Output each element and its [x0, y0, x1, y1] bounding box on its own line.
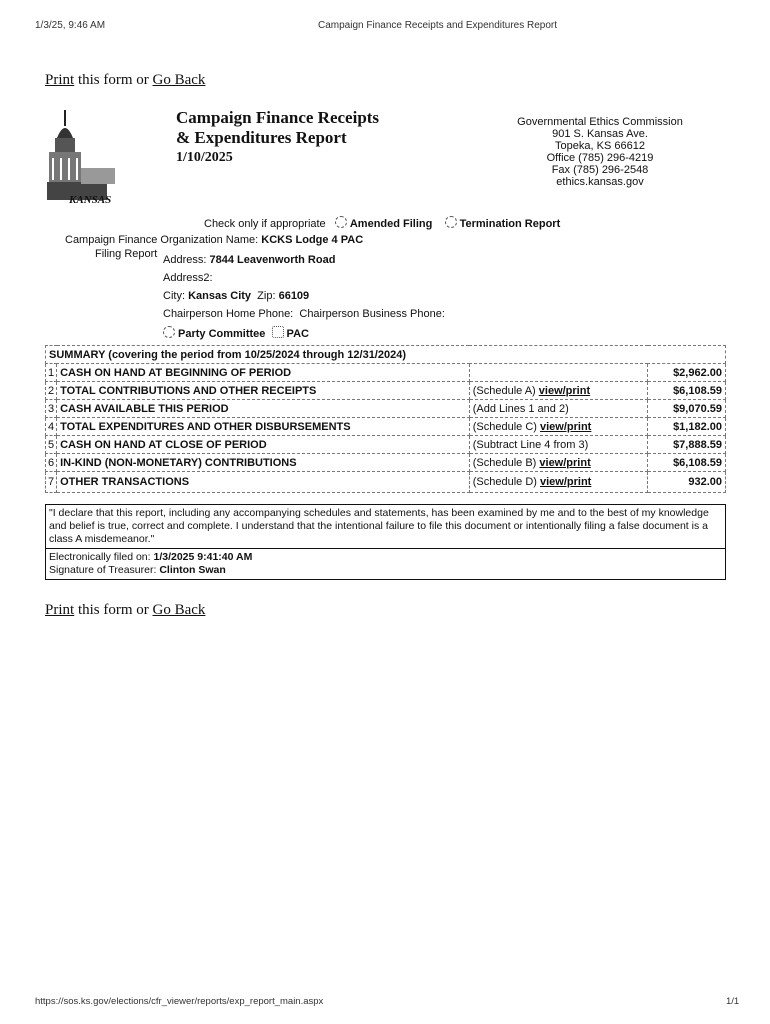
- address-label: Address:: [163, 254, 207, 266]
- commission-address: [510, 116, 690, 188]
- zip-label: Zip:: [257, 290, 276, 302]
- commission-street: 901 S. Kansas Ave.: [552, 128, 648, 140]
- summary-row: [46, 364, 726, 382]
- line-description: CASH AVAILABLE THIS PERIOD: [57, 400, 470, 418]
- nav-text: this form or: [74, 72, 153, 88]
- line-description: OTHER TRANSACTIONS: [57, 472, 470, 493]
- print-link[interactable]: Print: [45, 72, 75, 88]
- party-committee-radio[interactable]: [163, 326, 175, 338]
- go-back-link-bottom[interactable]: Go Back: [152, 602, 206, 618]
- line-number: 3: [46, 400, 57, 418]
- summary-row: [46, 436, 726, 454]
- schedule-text: (Schedule B): [472, 456, 540, 469]
- summary-row: [46, 472, 726, 493]
- bottom-nav: [45, 602, 205, 619]
- declaration-text: "I declare that this report, including any accompanying schedules and statements, has been examined by me and to the best of my knowledge and belief is true, correct and complete. I understand that the intentional failure to file this document or intentionally filing a false document is a class A misdemeanor.": [46, 505, 725, 549]
- amended-filing-label: Amended Filing: [349, 218, 433, 230]
- signature-block: [46, 549, 725, 579]
- line-number: 1: [46, 364, 57, 382]
- line-amount: $9,070.59: [648, 400, 726, 418]
- line-number: 5: [46, 436, 57, 454]
- chair-business-phone-label: Chairperson Business Phone:: [299, 308, 445, 320]
- report-title: [176, 108, 379, 168]
- signature-label: Signature of Treasurer:: [49, 564, 157, 576]
- termination-report-label: Termination Report: [459, 218, 561, 230]
- commission-web: ethics.kansas.gov: [556, 176, 644, 188]
- report-title-line1: Campaign Finance Receipts: [176, 108, 380, 127]
- commission-office-phone: Office (785) 296-4219: [546, 152, 654, 164]
- party-committee-label: Party Committee: [178, 328, 266, 340]
- filed-datetime: 1/3/2025 9:41:40 AM: [153, 551, 253, 563]
- line-amount: $1,182.00: [648, 418, 726, 436]
- address-block: [163, 251, 445, 343]
- schedule-text: (Add Lines 1 and 2): [472, 402, 569, 415]
- view-print-link[interactable]: view/print: [538, 384, 591, 397]
- commission-fax: Fax (785) 296-2548: [551, 164, 649, 176]
- commission-city: Topeka, KS 66612: [555, 140, 645, 152]
- treasurer-name: Clinton Swan: [159, 564, 226, 576]
- print-page-title: Campaign Finance Receipts and Expenditures Report: [318, 20, 558, 31]
- go-back-link[interactable]: Go Back: [152, 72, 206, 88]
- filing-report-label: Filing Report: [95, 248, 158, 260]
- print-link-bottom[interactable]: Print: [45, 602, 75, 618]
- city-value: Kansas City: [188, 290, 252, 302]
- view-print-link[interactable]: view/print: [540, 420, 592, 433]
- summary-row: [46, 400, 726, 418]
- org-name: KCKS Lodge 4 PAC: [261, 234, 364, 246]
- report-title-line2: & Expenditures Report: [176, 128, 347, 147]
- summary-table: [45, 345, 726, 493]
- pac-radio[interactable]: [272, 326, 284, 338]
- view-print-link[interactable]: view/print: [540, 476, 592, 488]
- commission-name: Governmental Ethics Commission: [517, 116, 683, 128]
- line-schedule: [469, 382, 648, 400]
- report-date: 1/10/2025: [176, 150, 233, 165]
- line-number: 6: [46, 454, 57, 472]
- org-label: Campaign Finance Organization Name:: [65, 234, 259, 246]
- view-print-link[interactable]: view/print: [539, 456, 591, 469]
- schedule-text: (Schedule D): [472, 476, 540, 488]
- line-schedule: [469, 454, 648, 472]
- filed-label: Electronically filed on:: [49, 551, 151, 563]
- line-description: IN-KIND (NON-MONETARY) CONTRIBUTIONS: [57, 454, 470, 472]
- line-schedule: [469, 400, 648, 418]
- summary-row: [46, 382, 726, 400]
- page-url: https://sos.ks.gov/elections/cfr_viewer/reports/exp_report_main.aspx: [35, 996, 324, 1007]
- print-datetime: 1/3/25, 9:46 AM: [35, 20, 106, 31]
- termination-report-radio[interactable]: [445, 216, 457, 228]
- schedule-text: (Subtract Line 4 from 3): [472, 438, 589, 451]
- line-amount: $6,108.59: [648, 382, 726, 400]
- filing-type-row: [204, 216, 560, 230]
- summary-row: [46, 454, 726, 472]
- summary-row: [46, 418, 726, 436]
- amended-filing-radio[interactable]: [335, 216, 347, 228]
- line-description: TOTAL EXPENDITURES AND OTHER DISBURSEMENTS: [57, 418, 470, 436]
- chair-home-phone-label: Chairperson Home Phone:: [163, 308, 294, 320]
- line-number: 7: [46, 472, 57, 493]
- kansas-capitol-seal: [45, 108, 125, 208]
- line-amount: 932.00: [648, 472, 726, 493]
- line-schedule: [469, 418, 648, 436]
- address-value: 7844 Leavenworth Road: [209, 254, 336, 266]
- org-name-row: [65, 234, 363, 246]
- nav-text-bottom: this form or: [74, 602, 153, 618]
- schedule-text: (Schedule C): [472, 420, 540, 433]
- summary-header: SUMMARY (covering the period from 10/25/2024 through 12/31/2024): [46, 346, 726, 364]
- line-description: CASH ON HAND AT CLOSE OF PERIOD: [57, 436, 470, 454]
- seal-wordmark: KANSAS: [69, 194, 112, 206]
- line-schedule: [469, 436, 648, 454]
- line-amount: $6,108.59: [648, 454, 726, 472]
- pac-label: PAC: [286, 328, 309, 340]
- address2-label: Address2:: [163, 272, 213, 284]
- top-nav: [45, 72, 205, 89]
- declaration-box: [45, 504, 726, 580]
- line-description: TOTAL CONTRIBUTIONS AND OTHER RECEIPTS: [57, 382, 470, 400]
- line-schedule: [469, 472, 648, 493]
- summary-header-row: [46, 346, 726, 364]
- city-label: City:: [163, 290, 185, 302]
- line-number: 4: [46, 418, 57, 436]
- line-description: CASH ON HAND AT BEGINNING OF PERIOD: [57, 364, 470, 382]
- check-label: Check only if appropriate: [204, 218, 326, 230]
- page-number: 1/1: [726, 996, 740, 1007]
- line-schedule: [469, 364, 648, 382]
- line-amount: $2,962.00: [648, 364, 726, 382]
- line-amount: $7,888.59: [648, 436, 726, 454]
- schedule-text: (Schedule A): [472, 384, 539, 397]
- zip-value: 66109: [278, 290, 310, 302]
- line-number: 2: [46, 382, 57, 400]
